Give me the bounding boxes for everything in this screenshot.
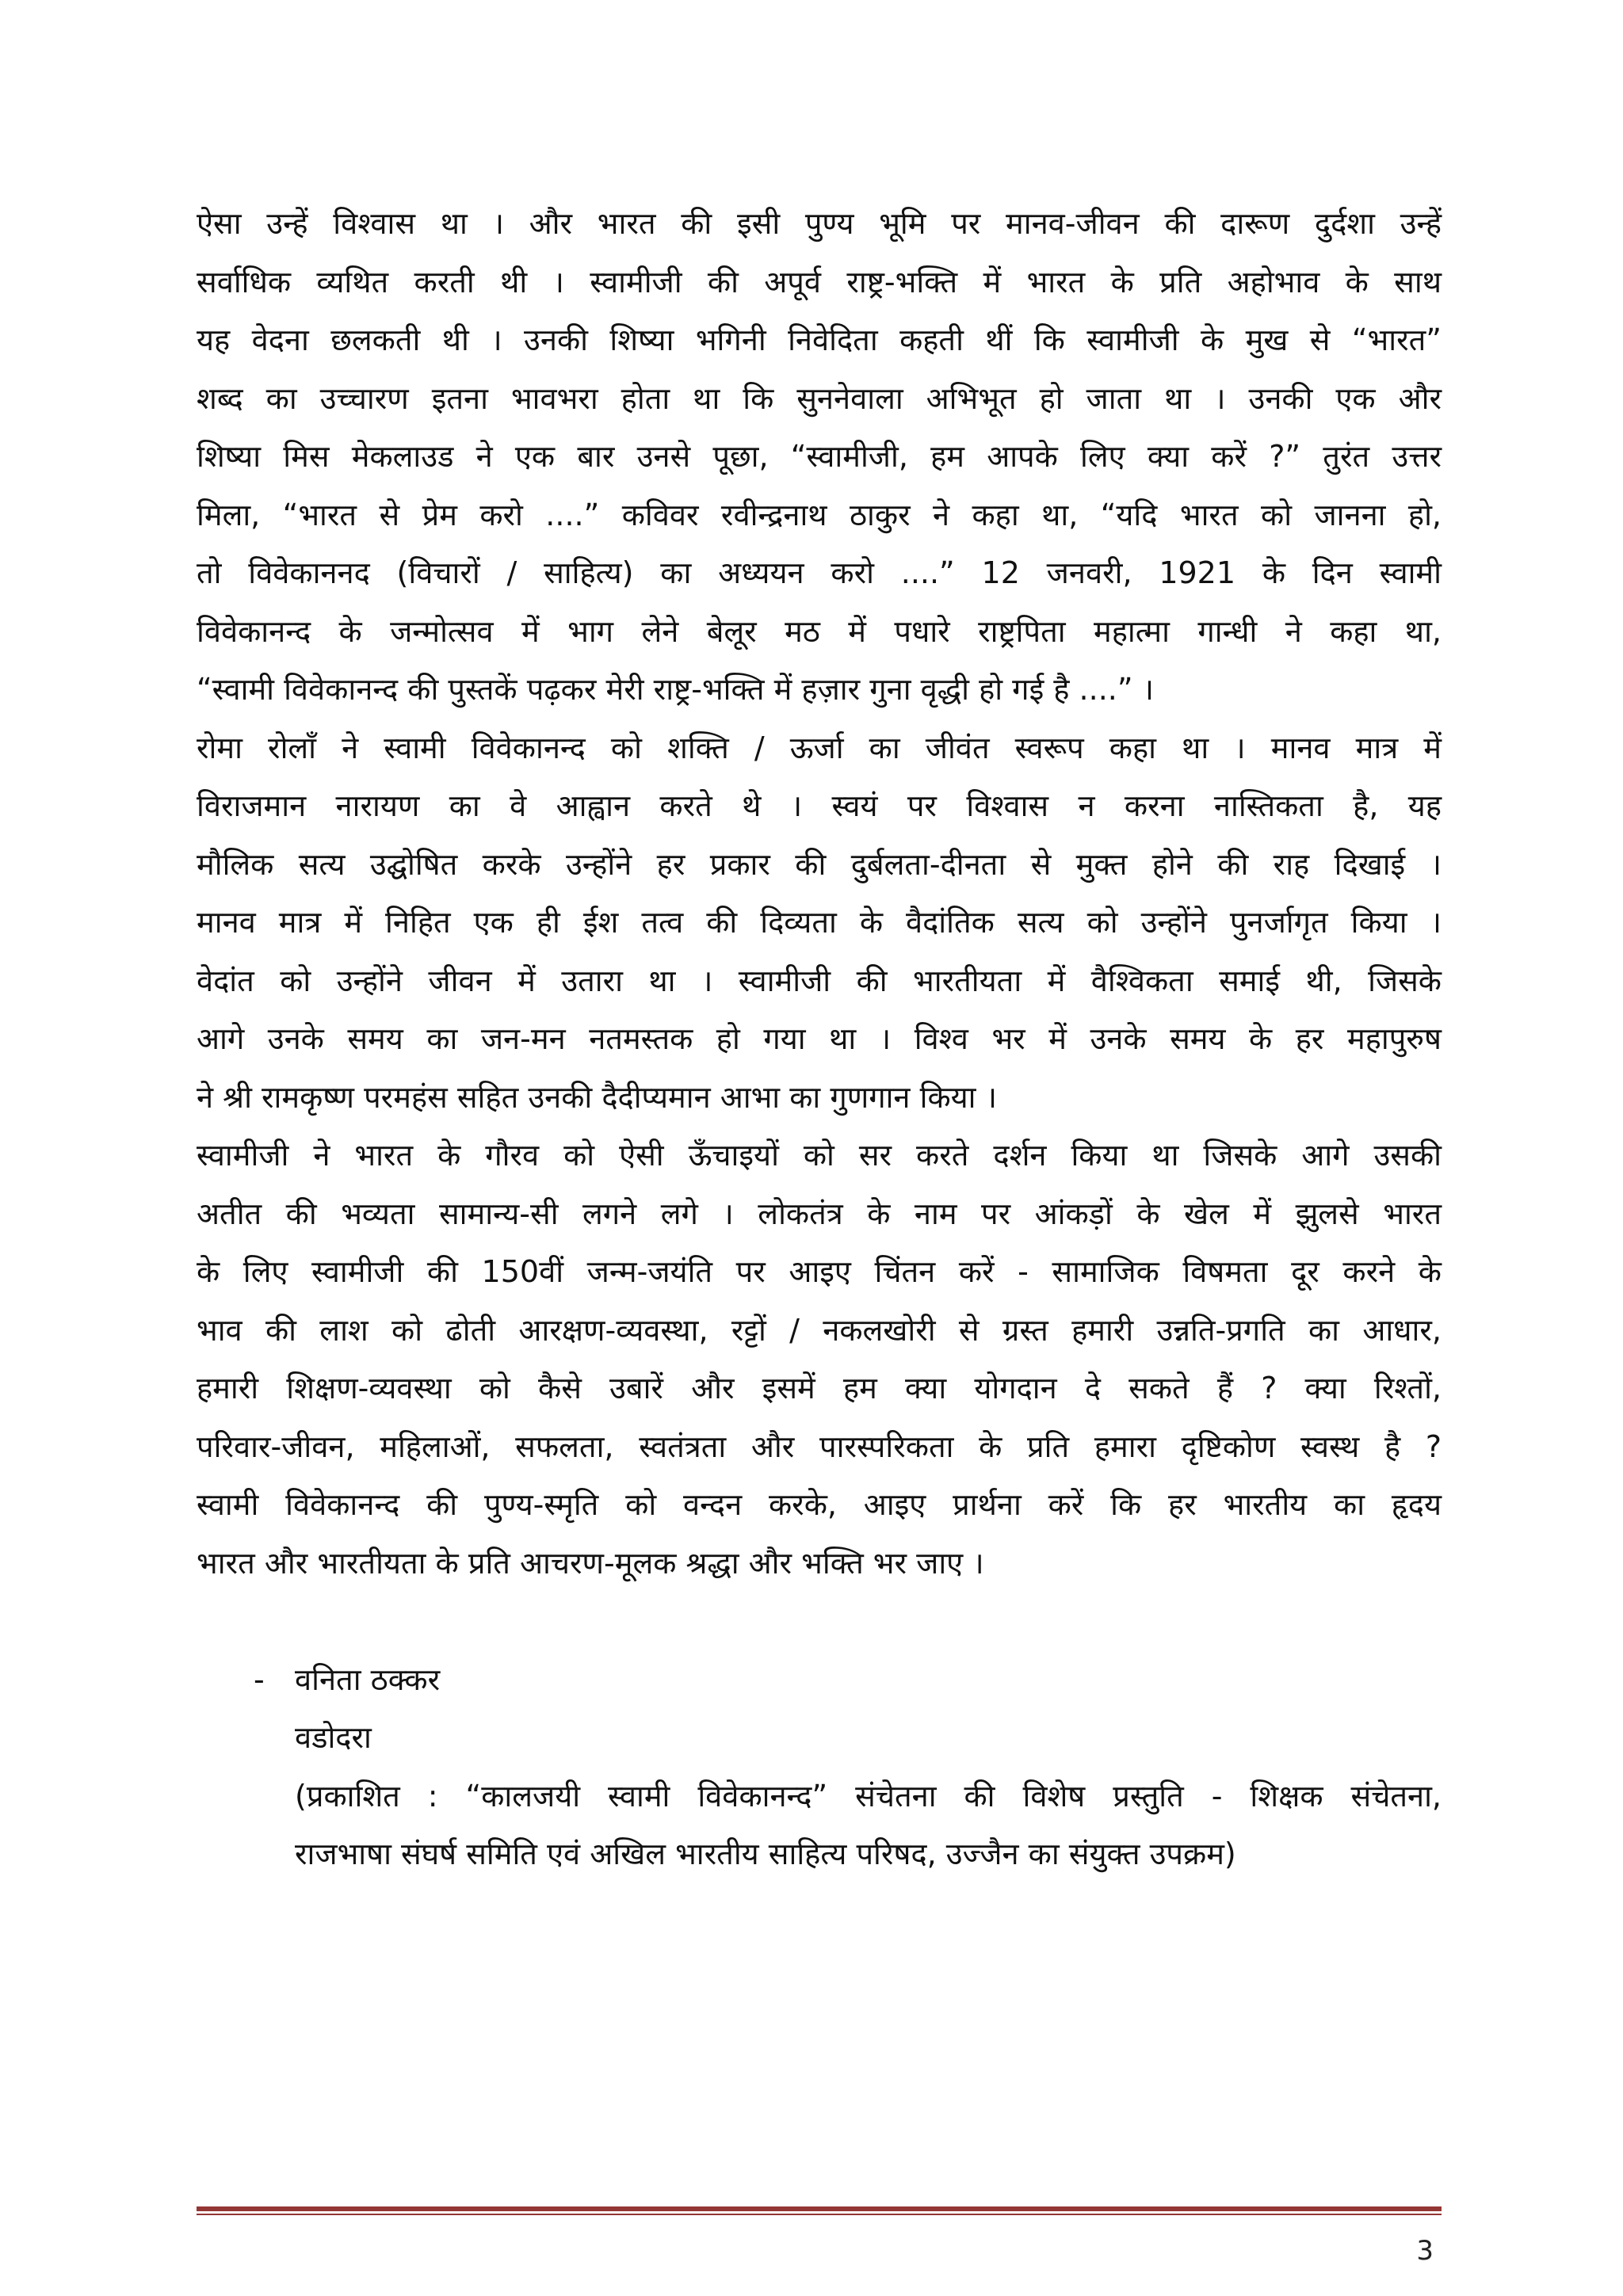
text-line: तो विवेकाननद (विचारों / साहित्य) का अध्ययन करो ....” 12 जनवरी, 1921 के दिन स्वामी bbox=[197, 555, 1442, 590]
author-name: वनिता ठक्कर bbox=[295, 1661, 441, 1697]
text-line: “स्वामी विवेकानन्द की पुस्तकें पढ़कर मेरी राष्ट्र-भक्ति में हज़ार गुना वृद्धी हो गई है ....” । bbox=[197, 672, 1155, 707]
text-line: आगे उनके समय का जन-मन नतमस्तक हो गया था । विश्व भर में उनके समय के हर महापुरुष bbox=[197, 1021, 1442, 1056]
paragraph bbox=[197, 195, 1442, 719]
text-line: अतीत की भव्यता सामान्य-सी लगने लगे । लोकतंत्र के नाम पर आंकड़ों के खेल में झुलसे भारत bbox=[197, 1196, 1442, 1231]
publication-note-line: राजभाषा संघर्ष समिति एवं अखिल भारतीय साहित्य परिषद, उज्जैन का संयुक्त उपक्रम) bbox=[295, 1836, 1236, 1871]
text-line: हमारी शिक्षण-व्यवस्था को कैसे उबारें और इसमें हम क्या योगदान दे सकते हैं ? क्या रिश्तों, bbox=[197, 1371, 1442, 1405]
signature-dash: - bbox=[254, 1661, 265, 1697]
text-line: विराजमान नारायण का वे आह्वान करते थे । स्वयं पर विश्वास न करना नास्तिकता है, यह bbox=[197, 788, 1442, 823]
document-body bbox=[197, 195, 1442, 1884]
text-line: रोमा रोलाँ ने स्वामी विवेकानन्द को शक्ति / ऊर्जा का जीवंत स्वरूप कहा था । मानव मात्र में bbox=[197, 730, 1442, 765]
text-line: ऐसा उन्हें विश्वास था । और भारत की इसी पुण्य भूमि पर मानव-जीवन की दारूण दुर्दशा उन्हें bbox=[197, 206, 1442, 241]
text-line: विवेकानन्द के जन्मोत्सव में भाग लेने बेलूर मठ में पधारे राष्ट्रपिता महात्मा गान्धी ने कहा था, bbox=[197, 613, 1442, 649]
text-line: ने श्री रामकृष्ण परमहंस सहित उनकी दैदीप्यमान आभा का गुणगान किया । bbox=[197, 1079, 997, 1115]
page-number: 3 bbox=[1416, 2235, 1434, 2267]
text-line: मानव मात्र में निहित एक ही ईश तत्व की दिव्यता के वैदांतिक सत्य को उन्होंने पुनर्जागृत किया । bbox=[197, 905, 1442, 940]
footer-rule bbox=[197, 2206, 1442, 2215]
text-line: परिवार-जीवन, महिलाओं, सफलता, स्वतंत्रता और पारस्परिकता के प्रति हमारा दृष्टिकोण स्वस्थ है ? bbox=[197, 1428, 1442, 1464]
text-line: के लिए स्वामीजी की 150वीं जन्म-जयंति पर आइए चिंतन करें - सामाजिक विषमता दूर करने के bbox=[197, 1254, 1442, 1289]
text-line: यह वेदना छलकती थी । उनकी शिष्या भगिनी निवेदिता कहती थीं कि स्वामीजी के मुख से “भारत” bbox=[197, 322, 1442, 357]
text-line: मिला, “भारत से प्रेम करो ....” कविवर रवीन्द्रनाथ ठाकुर ने कहा था, “यदि भारत को जानना हो, bbox=[197, 497, 1442, 532]
text-line: शब्द का उच्चारण इतना भावभरा होता था कि सुननेवाला अभिभूत हो जाता था । उनकी एक और bbox=[197, 380, 1442, 416]
text-line: सर्वाधिक व्यथित करती थी । स्वामीजी की अपूर्व राष्ट्र-भक्ति में भारत के प्रति अहोभाव के साथ bbox=[197, 264, 1442, 299]
text-line: स्वामी विवेकानन्द की पुण्य-स्मृति को वन्दन करके, आइए प्रार्थना करें कि हर भारतीय का हृदय bbox=[197, 1487, 1442, 1522]
author-place: वडोदरा bbox=[295, 1720, 372, 1755]
text-line: शिष्या मिस मेकलाउड ने एक बार उनसे पूछा, “स्वामीजी, हम आपके लिए क्या करें ?” तुरंत उत्तर bbox=[197, 439, 1442, 474]
publication-note bbox=[295, 1768, 1442, 1884]
text-line: भारत और भारतीयता के प्रति आचरण-मूलक श्रद्धा और भक्ति भर जाए । bbox=[197, 1545, 984, 1581]
paragraph bbox=[197, 1127, 1442, 1592]
paragraph bbox=[197, 719, 1442, 1127]
publication-note-line: (प्रकाशित : “कालजयी स्वामी विवेकानन्द” संचेतना की विशेष प्रस्तुति - शिक्षक संचेतना, bbox=[295, 1778, 1442, 1814]
text-line: वेदांत को उन्होंने जीवन में उतारा था । स्वामीजी की भारतीयता में वैश्विकता समाई थी, जिसके bbox=[197, 963, 1442, 998]
signature-block bbox=[254, 1651, 1442, 1884]
text-line: स्वामीजी ने भारत के गौरव को ऐसी ऊँचाइयों को सर करते दर्शन किया था जिसके आगे उसकी bbox=[197, 1138, 1442, 1173]
text-line: मौलिक सत्य उद्घोषित करके उन्होंने हर प्रकार की दुर्बलता-दीनता से मुक्त होने की राह दिखाई । bbox=[197, 846, 1442, 882]
text-line: भाव की लाश को ढोती आरक्षण-व्यवस्था, रट्टों / नकलखोरी से ग्रस्त हमारी उन्नति-प्रगति का आधार, bbox=[197, 1312, 1442, 1348]
